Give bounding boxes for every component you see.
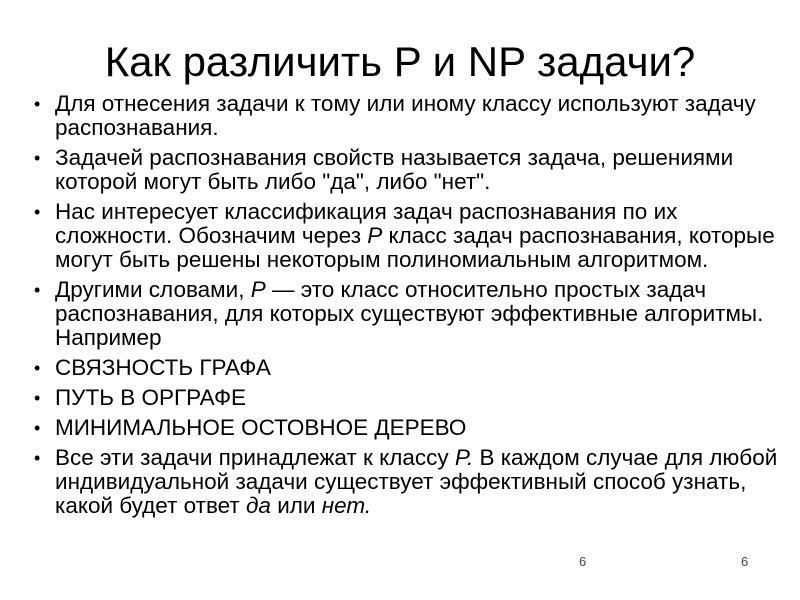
bullet-item bbox=[32, 386, 784, 410]
bullet-marker: • bbox=[34, 388, 41, 408]
bullet-text: — это класс относительно простых задач распознавания, для которых существуют эффективные алгоритмы. Например bbox=[55, 277, 764, 350]
bullet-marker: • bbox=[34, 202, 41, 222]
slide-title: Как различить P и NP задачи? bbox=[104, 38, 696, 85]
bullet-text: Задачей распознавания свойств называется задача, решениями которой могут быть либо "да", либо "нет". bbox=[55, 145, 734, 194]
bullet-item bbox=[32, 356, 784, 380]
bullet-text: Все эти задачи принадлежат к классу bbox=[55, 445, 455, 470]
bullet-item bbox=[32, 92, 784, 140]
bullet-text: ПУТЬ В ОРГРАФЕ bbox=[55, 385, 247, 410]
bullet-item bbox=[32, 200, 784, 272]
bullet-marker: • bbox=[34, 280, 41, 300]
bullet-text: СВЯЗНОСТЬ ГРАФА bbox=[55, 355, 271, 380]
bullet-text: Для отнесения задачи к тому или иному классу используют задачу распознавания. bbox=[55, 91, 756, 140]
bullet-marker: • bbox=[34, 148, 41, 168]
bullet-text: В каждом случае для любой индивидуальной задачи существует эффективный способ узнать, какой будет ответ bbox=[55, 445, 778, 518]
bullet-marker: • bbox=[34, 418, 41, 438]
page-number: 6 bbox=[579, 554, 587, 569]
bullet-item bbox=[32, 446, 784, 518]
bullet-item bbox=[32, 278, 784, 350]
bullet-text: МИНИМАЛЬНОЕ ОСТОВНОЕ ДЕРЕВО bbox=[55, 415, 467, 440]
bullet-text: или bbox=[270, 493, 322, 518]
bullet-item bbox=[32, 416, 784, 440]
bullet-marker: • bbox=[34, 94, 41, 114]
bullet-text: класс задач распознавания, которые могут быть решены некоторым полиномиальным алгоритмом. bbox=[55, 223, 775, 272]
bullet-text: да bbox=[245, 493, 271, 518]
bullet-text: нет. bbox=[321, 493, 372, 518]
bullet-text: P bbox=[250, 277, 266, 302]
bullet-text: Другими словами, bbox=[55, 277, 251, 302]
bullet-text: P. bbox=[454, 445, 474, 470]
bullet-list bbox=[32, 92, 784, 524]
bullet-item bbox=[32, 146, 784, 194]
bullet-text: Нас интересует классификация задач распознавания по их сложности. Обозначим через bbox=[55, 199, 678, 248]
bullet-marker: • bbox=[34, 358, 41, 378]
bullet-text: P bbox=[367, 223, 383, 248]
bullet-marker: • bbox=[34, 448, 41, 468]
page-number: 6 bbox=[741, 554, 749, 569]
